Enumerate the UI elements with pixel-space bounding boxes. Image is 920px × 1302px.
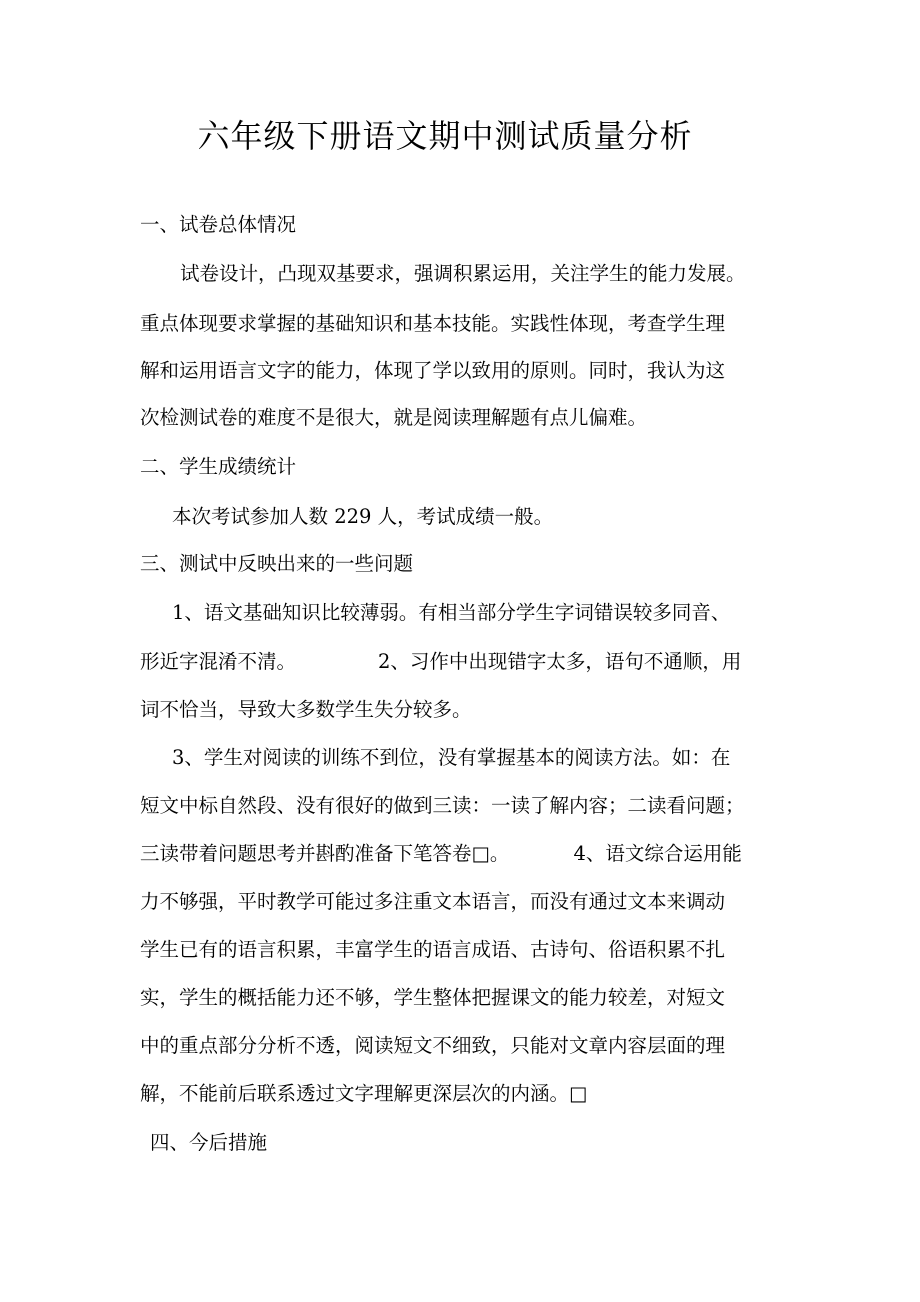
paragraph-segment: 2、习作中出现错字太多，语句不通顺，用: [378, 650, 742, 673]
paragraph-line: 力不够强，平时教学可能过多注重文本语言，而没有通过文本来调动: [140, 890, 726, 913]
section-heading-4: 四、今后措施: [150, 1131, 268, 1154]
paragraph-line: 解和运用语言文字的能力，体现了学以致用的原则。同时，我认为这: [140, 359, 726, 382]
paragraph-line: 次检测试卷的难度不是很大，就是阅读理解题有点儿偏难。: [140, 406, 648, 429]
paragraph-line: 解，不能前后联系透过文字理解更深层次的内涵。□: [140, 1082, 588, 1105]
paragraph-line: 本次考试参加人数 229 人，考试成绩一般。: [172, 505, 554, 528]
paragraph-line: 重点体现要求掌握的基础知识和基本技能。实践性体现，考查学生理: [140, 312, 726, 335]
paragraph-line: 实，学生的概括能力还不够，学生整体把握课文的能力较差，对短文: [140, 986, 726, 1009]
section-heading-1: 一、试卷总体情况: [140, 213, 297, 236]
paragraph-line: 试卷设计，凸现双基要求，强调积累运用，关注学生的能力发展。: [180, 262, 746, 285]
section-heading-2: 二、学生成绩统计: [140, 455, 297, 478]
paragraph-line: [140, 839, 742, 869]
section-heading-3: 三、测试中反映出来的一些问题: [140, 552, 414, 575]
paragraph-line: 短文中标自然段、没有很好的做到三读：一读了解内容；二读看问题；: [140, 794, 745, 817]
paragraph-segment: 4、语文综合运用能: [573, 842, 742, 865]
paragraph-line: 中的重点部分分析不透，阅读短文不细致，只能对文章内容层面的理: [140, 1034, 726, 1057]
paragraph-segment: 形近字混淆不清。: [140, 650, 297, 673]
paragraph-line: 1、语文基础知识比较薄弱。有相当部分学生字词错误较多同音、: [172, 601, 731, 624]
paragraph-line: 学生已有的语言积累，丰富学生的语言成语、古诗句、俗语积累不扎: [140, 938, 726, 961]
paragraph-line: [140, 647, 741, 677]
paragraph-segment: 三读带着问题思考并斟酌准备下笔答卷□。: [140, 842, 510, 865]
paragraph-line: 词不恰当，导致大多数学生失分较多。: [140, 698, 472, 721]
paragraph-line: 3、学生对阅读的训练不到位，没有掌握基本的阅读方法。如：在: [172, 746, 731, 769]
page-title: 六年级下册语文期中测试质量分析: [197, 117, 693, 155]
